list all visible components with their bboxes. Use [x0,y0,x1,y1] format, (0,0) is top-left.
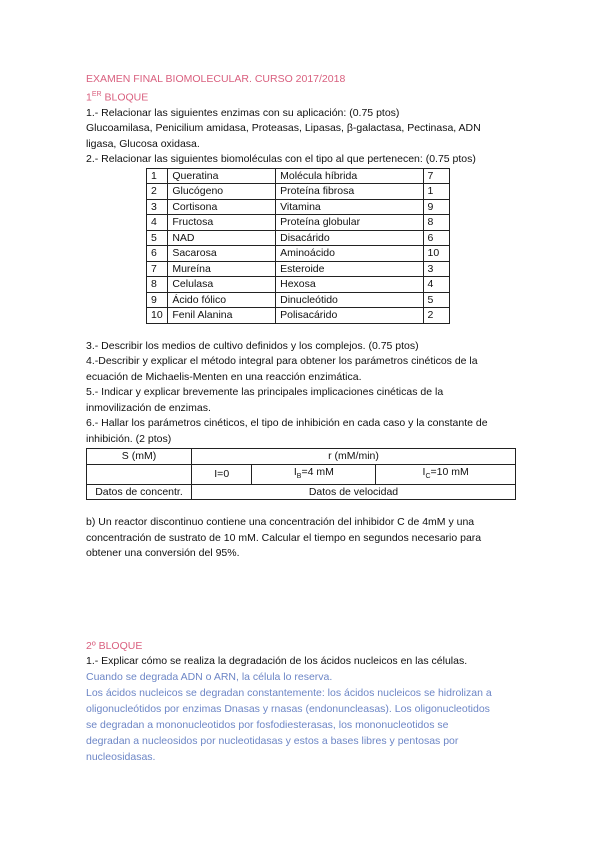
table-row [147,168,450,184]
question-6b: b) Un reactor discontinuo contiene una concentración del inhibidor C de 4mM y una concentración de sustrato de 10 mM. Calcular el tiempo en segundos necesario para obtener una conversión del 95%. [86,516,482,560]
answer-number: 10 [423,246,449,262]
molecule-type: Esteroide [276,261,423,277]
molecule-name: NAD [168,230,276,246]
block2-title: 2º BLOQUE [86,639,143,652]
table-row [147,230,450,246]
molecule-type: Disacárido [276,230,423,246]
answer-number: 1 [423,184,449,200]
molecule-type: Aminoácido [276,246,423,262]
molecule-name: Cortisona [168,199,276,215]
answer-line: degradan a nucleosidos por nucleotidasas y estos a bases libres y pentosas por [86,735,459,748]
answer-number: 5 [423,292,449,308]
answer-line: se degradan a mononucleotidos por fosfodiesterasas, los mononucleotidos se [86,719,449,732]
answer-number: 2 [423,308,449,324]
empty-cell [87,464,192,484]
answer-number: 4 [423,277,449,293]
molecule-name: Fenil Alanina [168,308,276,324]
inhibitor-b: $I_B=4$ mM [252,464,376,484]
table-row [147,199,450,215]
molecule-type: Dinucleótido [276,292,423,308]
row-number: 8 [147,277,168,293]
inhibitor-0: I=0 [192,464,252,484]
table-row [147,308,450,324]
conc-data: Datos de concentr. [87,484,192,500]
answer-number: 3 [423,261,449,277]
row-number: 1 [147,168,168,184]
molecule-type: Hexosa [276,277,423,293]
table-row [147,292,450,308]
question-2: 2.- Relacionar las siguientes biomoléculas con el tipo al que pertenecen: (0.75 ptos) [86,153,476,165]
molecule-type: Proteína fibrosa [276,184,423,200]
row-number: 5 [147,230,168,246]
answer-line: Cuando se degrada ADN o ARN, la célula lo reserva. [86,671,333,684]
question-6: 6.- Hallar los parámetros cinéticos, el tipo de inhibición en cada caso y la constante de inhibición. (2 ptos) [86,417,488,445]
molecule-name: Celulasa [168,277,276,293]
molecule-type: Molécula híbrida [276,168,423,184]
row-number: 9 [147,292,168,308]
answer-line: oligonucleótidos por enzimas Dnasas y rnasas (endonuncleasas). Los oligonucleotidos [86,703,490,716]
table-row [147,246,450,262]
answer-line: nucleosidasas. [86,751,156,764]
answer-number: 9 [423,199,449,215]
exam-page [86,72,516,765]
table-row [147,215,450,231]
table-row [147,261,450,277]
molecule-name: Ácido fólico [168,292,276,308]
molecule-type: Proteína globular [276,215,423,231]
molecule-type: Vitamina [276,199,423,215]
row-number: 6 [147,246,168,262]
kinetics-table [86,448,516,500]
r-header: r (mM/min) [192,449,516,465]
table-row [147,277,450,293]
inhibitor-c: $I_C=10$ mM [376,464,516,484]
row-number: 3 [147,199,168,215]
row-number: 4 [147,215,168,231]
block2-answer [86,669,516,765]
table-row [147,184,450,200]
answer-line: Los ácidos nucleicos se degradan constantemente: los ácidos nucleicos se hidrolizan a [86,687,492,700]
molecule-type: Polisacárido [276,308,423,324]
answer-number: 7 [423,168,449,184]
biomolecule-table [146,168,450,324]
velocity-data: Datos de velocidad [192,484,516,500]
question-5: 5.- Indicar y explicar brevemente las principales implicaciones cinéticas de la inmovilización de enzimas. [86,386,444,414]
molecule-name: Queratina [168,168,276,184]
row-number: 10 [147,308,168,324]
molecule-name: Fructosa [168,215,276,231]
question-1: 1.- Relacionar las siguientes enzimas con su aplicación: (0.75 ptos) Glucoamilasa, Penicilium amidasa, Proteasas, Lipasas, β-galactasa, Pectinasa, ADN ligasa, Glucosa oxidasa. [86,106,481,150]
answer-number: 8 [423,215,449,231]
molecule-name: Mureína [168,261,276,277]
row-number: 2 [147,184,168,200]
question-4: 4.-Describir y explicar el método integral para obtener los parámetros cinéticos de la ecuación de Michaelis-Menten en una reacción enzimática. [86,355,478,383]
question-3: 3.- Describir los medios de cultivo definidos y los complejos. (0.75 ptos) [86,339,419,352]
s-header: S (mM) [87,449,192,465]
block1-title: 1ER BLOQUE [86,91,149,104]
block2-question-1: 1.- Explicar cómo se realiza la degradación de los ácidos nucleicos en las células. [86,654,468,667]
exam-title: EXAMEN FINAL BIOMOLECULAR. CURSO 2017/2018 [86,73,346,85]
answer-number: 6 [423,230,449,246]
row-number: 7 [147,261,168,277]
molecule-name: Glucógeno [168,184,276,200]
molecule-name: Sacarosa [168,246,276,262]
